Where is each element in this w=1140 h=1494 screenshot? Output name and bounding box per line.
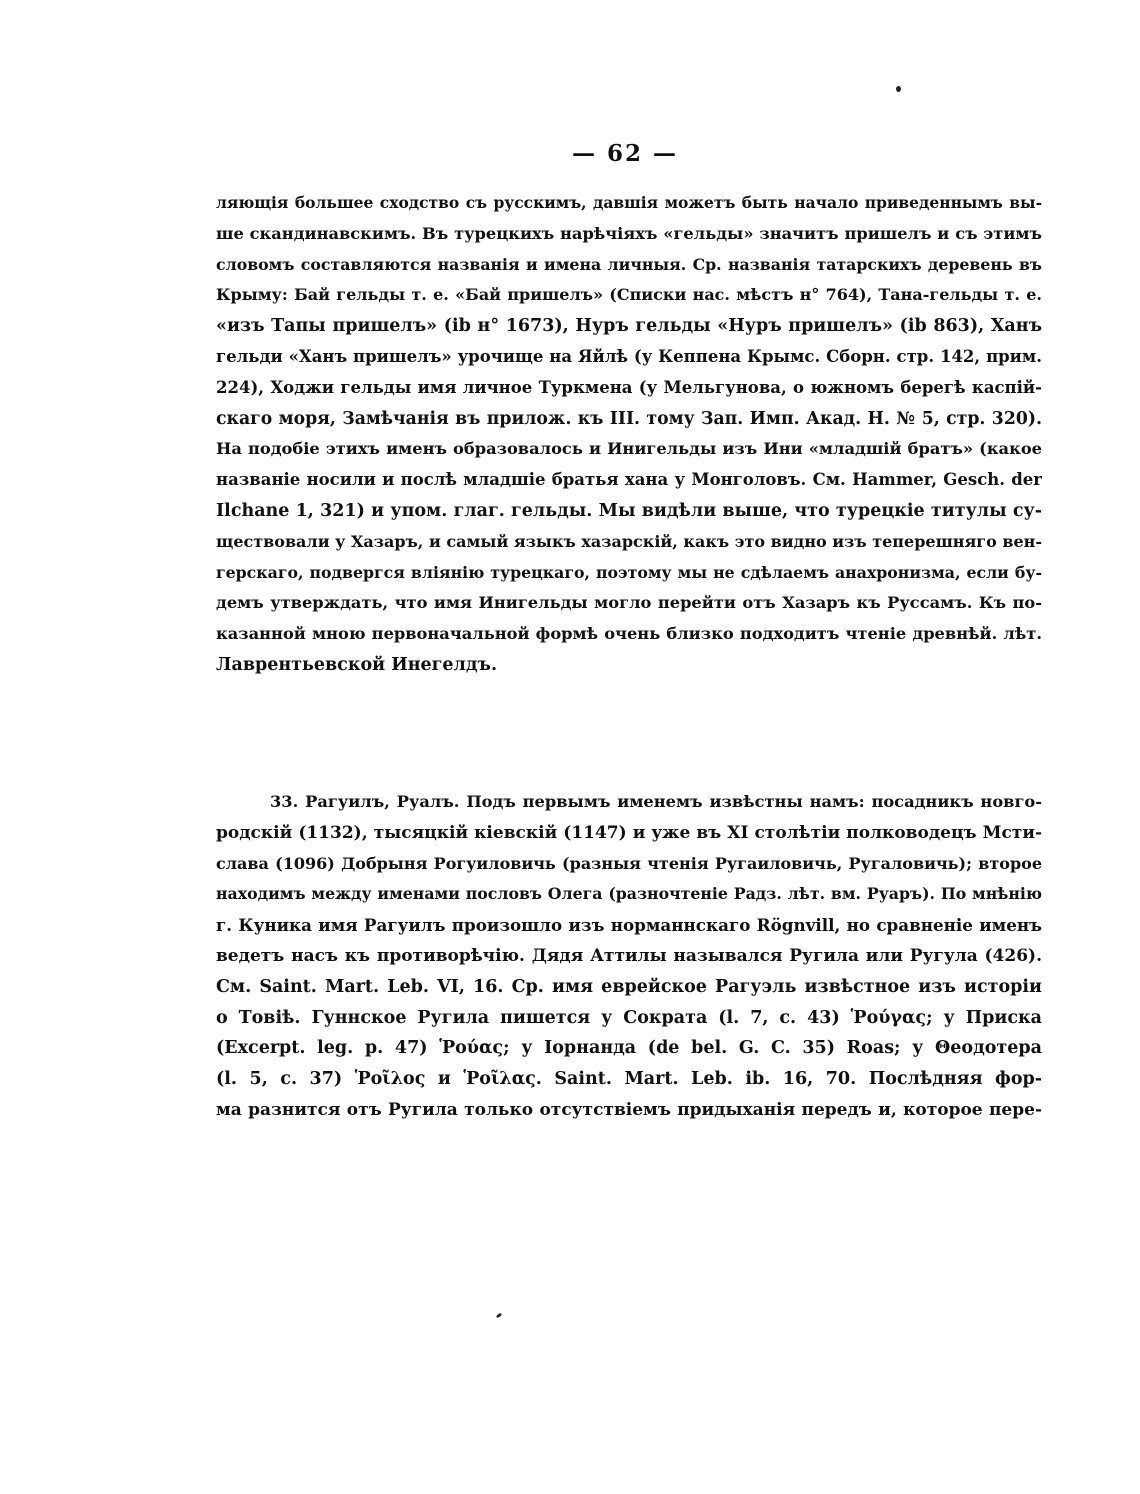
text-line: ведетъ насъ къ противорѣчію. Дядя Аттилы назывался Ругила или Ругула (426). (216, 945, 1042, 966)
text-line: Ilchane 1, 321) и упом. глаг. гельды. Мы видѣли выше, что турецкіе титулы су- (216, 500, 1042, 521)
text-line: 224), Ходжи гельды имя личное Туркмена (у Мельгунова, о южномъ берегѣ каспій- (216, 377, 1042, 397)
ink-speck (896, 86, 901, 92)
text-line: (l. 5, c. 37) Ῥοῖλος и Ῥοῖλας. Saint. Mart. Leb. ib. 16, 70. Послѣдняя фор- (216, 1069, 1042, 1090)
text-line: ше скандинавскимъ. Въ турецкихъ нарѣчіяхъ «гельды» значитъ пришелъ и съ этимъ (216, 223, 1042, 243)
text-line: (Excerpt. leg. p. 47) Ῥούας; у Іорнанда (de bel. G. C. 35) Roas; у Θеодотера (216, 1038, 1042, 1059)
text-line: скаго моря, Замѣчанія въ прилож. къ III. тому Зап. Имп. Акад. Н. № 5, стр. 320). (216, 408, 1042, 429)
text-line: казанной мною первоначальной формѣ очень близко подходитъ чтеніе древнѣй. лѣт. (216, 624, 1042, 644)
ink-speck (496, 1313, 503, 1319)
text-line: См. Saint. Mart. Leb. VI, 16. Ср. имя еврейское Рагуэль извѣстное изъ исторіи (216, 976, 1042, 997)
text-line: находимъ между именами пословъ Олега (разночтеніе Радз. лѣт. вм. Руаръ). По мнѣнію (216, 884, 1042, 904)
text-line: о Товіѣ. Гуннское Ругила пишется у Сократа (l. 7, c. 43) Ῥούγας; у Приска (216, 1007, 1042, 1028)
text-line: ма разнится отъ Ругила только отсутствіемъ придыханія передъ и, которое пере- (216, 1099, 1042, 1120)
paragraph-33 (216, 787, 1042, 1126)
text-line: Лаврентьевской Инегелдъ. (216, 654, 498, 675)
text-line: На подобіе этихъ именъ образовалось и Инигельды изъ Ини «младшій братъ» (какое (216, 439, 1042, 459)
text-line: ляющія большее сходство съ русскимъ, давшія можетъ быть начало приведеннымъ вы- (216, 193, 1042, 212)
text-line: ществовали у Хазаръ, и самый языкъ хазарскій, какъ это видно изъ теперешняго вен- (216, 531, 1042, 551)
text-line: гельди «Ханъ пришелъ» урочище на Яйлѣ (у Кеппена Крымс. Сборн. стр. 142, прим. (216, 346, 1042, 366)
text-line: названіе носили и послѣ младшіе братья хана у Монголовъ. См. Hammer, Gesch. der (216, 470, 1042, 490)
text-line: 33. Рагуилъ, Руалъ. Подъ первымъ именемъ извѣстны намъ: посадникъ новго- (270, 792, 1042, 811)
text-line: демъ утверждать, что имя Инигельды могло перейти отъ Хазаръ къ Руссамъ. Къ по- (216, 593, 1042, 613)
text-line: Крыму: Бай гельды т. е. «Бай пришелъ» (Списки нас. мѣстъ н° 764), Тана-гельды т. е. (216, 285, 1042, 305)
text-line: словомъ составляются названія и имена личныя. Ср. названія татарскихъ деревень въ (216, 254, 1042, 274)
text-line: родскій (1132), тысяцкій кіевскій (1147) и уже въ XI столѣтіи полководецъ Мсти- (216, 822, 1042, 843)
text-line: «изъ Тапы пришелъ» (ib н° 1673), Нуръ гельды «Нуръ пришелъ» (ib 863), Ханъ (216, 316, 1042, 337)
text-line: г. Куника имя Рагуилъ произошло изъ норманнскаго Rögnvill, но сравненіе именъ (216, 915, 1042, 936)
text-line: слава (1096) Добрыня Рогуиловичь (разныя чтенія Ругаиловичь, Ругаловичь); второе (216, 853, 1042, 873)
text-line: герскаго, подвергся вліянію турецкаго, поэтому мы не сдѣлаемъ анахронизма, если бу- (216, 562, 1042, 582)
paragraph-32-continuation (216, 188, 1042, 681)
page-number: — 62 — (571, 140, 679, 167)
